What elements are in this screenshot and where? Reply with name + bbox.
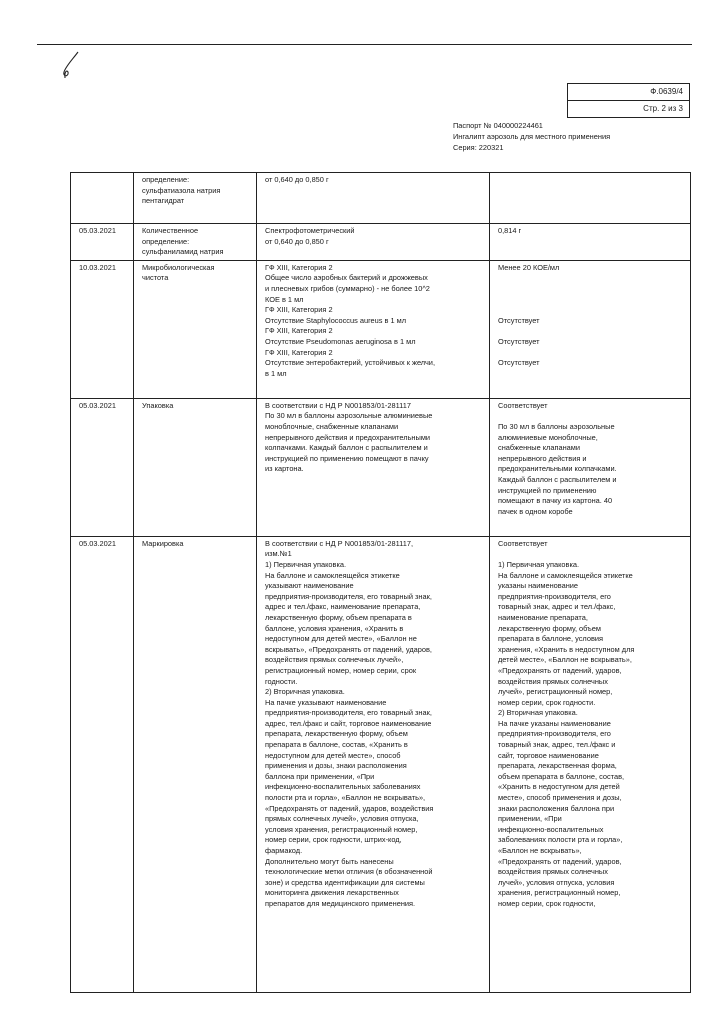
cell-text-line: Отсутствует [498,315,540,325]
cell-text-line: сульфатиазола натрия [142,185,221,195]
cell-text-line [498,295,686,306]
cell-text-line: ГФ XIII, Категория 2 [265,326,333,336]
cell-text-line: алюминиевые моноблочные, [498,432,598,442]
cell-text-line [498,305,686,316]
cell-text-line: предприятия-производителя, его товарный знак, [265,591,432,601]
cell-text-line: баллоне, условия хранения, «Хранить в [265,623,404,633]
cell-text-line: снабженные клапанами [498,443,580,453]
cell-text: 05.03.2021 [79,226,116,235]
table-row [71,224,691,261]
cell-text-line: объем препарата в баллоне, состав, [498,771,625,781]
cell-text-line: Каждый баллон с распылителем и [498,474,617,484]
cell-text-line: чистота [142,273,169,283]
cell-text-line: 2) Вторичная упаковка. [498,708,578,718]
cell-text-line: пачек в одном коробе [498,506,573,516]
cell-text-line: номер серии, срок годности, штрих-код, [265,835,402,845]
cell-text-line: лекарственную форму, объем препарата в [265,612,412,622]
cell-text-line: технологические метки отличия (в обозначенной [265,867,433,877]
cell-text-line [498,273,686,284]
cell-text-line: детей месте», «Баллон не вскрывать», [498,655,632,665]
cell-text-line: Отсутствие энтеробактерий, устойчивых к желчи, [265,358,435,368]
cell-test [134,260,257,398]
cell-text-line: Общее число аэробных бактерий и дрожжевых [265,273,428,283]
cell-text-line: номер серии, срок годности. [498,697,596,707]
cell-text-line: Отсутствие Staphylococcus aureus в 1 мл [265,315,407,325]
table-row [71,536,691,992]
cell-text-line: предприятия-производителя, его товарный знак, [265,708,432,718]
cell-text-line: и плесневых грибов (суммарно) - не более 10^2 [265,283,430,293]
cell-requirement [257,398,490,536]
cell-text-line: недоступном для детей месте», «Баллон не [265,634,417,644]
cell-text: 05.03.2021 [79,400,116,410]
cell-text-line: применения и дозы, знаки расположения [265,761,407,771]
table-row [71,260,691,398]
cell-text-line: определение: [142,175,190,184]
cell-text-line: адрес и тел./факс, наименование препарата, [265,602,421,612]
analysis-table [70,172,691,993]
cell-text-line: Дополнительно могут быть нанесены [265,856,394,866]
cell-text-line: полости рта и горла», «Баллон не вскрывать», [265,793,426,803]
cell-text-line: хранения, регистрационный номер, [498,888,621,898]
cell-text-line: лучей», регистрационный номер, [498,687,613,697]
cell-text-line: условия хранения, регистрационный номер, [265,824,418,834]
cell-text-line: инфекционно-воспалительных [498,824,604,834]
product-name: Ингалипт аэрозоль для местного применения [453,132,611,141]
cell-result [490,173,691,224]
cell-text-line: номер серии, срок годности, [498,898,596,908]
cell-text-line: недоступном для детей месте», способ [265,750,401,760]
cell-requirement [257,224,490,261]
cell-text-line: Микробиологическая [142,262,215,272]
cell-text-line: изм.№1 [265,549,292,559]
series-number: Серия: 220321 [453,143,504,152]
cell-text-line: 0,814 г [498,226,522,235]
cell-text-line: Соответствует [498,400,548,410]
cell-text-line: По 30 мл в баллоны аэрозольные алюминиевые [265,411,433,421]
cell-text-line: Отсутствие Pseudomonas aeruginosa в 1 мл [265,336,416,346]
cell-text-line: колпачками. Каждый баллон с распылителем и [265,443,428,453]
cell-requirement [257,536,490,992]
cell-text-line: инструкцией по применению [498,485,597,495]
cell-text-line: помещают в пачку из картона. 40 [498,496,613,506]
cell-text-line: В соответствии с НД Р N001853/01-281117 [265,400,411,410]
cell-text-line: моноблочные, снабженные клапанами [265,421,399,431]
cell-text-line: Менее 20 КОЕ/мл [498,262,560,272]
page-top-rule [37,44,692,45]
table-row [71,173,691,224]
cell-text-line: от 0,640 до 0,850 г [265,236,329,246]
cell-text-line: воздействия прямых солнечных лучей», [265,655,404,665]
cell-text-line: указывают наименование [265,581,354,591]
cell-text-line: адрес, тел./факс и сайт, торговое наименование [265,718,432,728]
cell-text-line: Маркировка [142,538,184,548]
cell-text-line [498,549,686,560]
cell-text: 10.03.2021 [79,262,116,272]
cell-text-line: препарата, лекарственная форма, [498,761,617,771]
cell-text-line: определение: [142,236,190,246]
cell-text [79,175,129,186]
cell-text-line: «Предохранять от падений, ударов, [498,856,622,866]
cell-text-line: хранения, «Хранить в недоступном для [498,644,635,654]
cell-text-line: 1) Первичная упаковка. [498,559,580,569]
cell-test [134,536,257,992]
cell-text-line [498,326,686,337]
cell-text-line: фармакод. [265,846,303,855]
cell-text-line: 1) Первичная упаковка. [265,559,347,569]
cell-text-line: На баллоне и самоклеящейся этикетке [498,570,633,580]
table-row [71,398,691,536]
cell-text-line: предохранительными колпачками. [498,464,617,474]
cell-text-line: наименование препарата, [498,612,588,622]
cell-result [490,536,691,992]
cell-text-line [498,411,686,422]
cell-text-line: КОЕ в 1 мл [265,294,304,304]
cell-text-line: В соответствии с НД Р N001853/01-281117, [265,538,414,548]
cell-text-line: от 0,640 до 0,850 г [265,175,329,184]
cell-text-line: Упаковка [142,400,174,410]
cell-text-line: прямых солнечных лучей», условия отпуска, [265,814,419,824]
cell-text-line: предприятия-производителя, его [498,729,611,739]
cell-text-line: По 30 мл в баллоны аэрозольные [498,421,615,431]
cell-result [490,398,691,536]
cell-text-line: ГФ XIII, Категория 2 [265,262,333,272]
form-code: Ф.0639/4 [650,87,683,96]
cell-text-line: лекарственную форму, объем [498,623,601,633]
page-number: Стр. 2 из 3 [568,100,689,117]
form-code-box [567,83,690,118]
cell-text-line: применении, «При [498,814,562,824]
cell-text-line: Количественное [142,226,199,235]
cell-text-line: воздействия прямых солнечных [498,676,608,686]
cell-requirement [257,260,490,398]
cell-text-line: Соответствует [498,538,548,548]
cell-test [134,173,257,224]
passport-header [453,120,610,153]
cell-date [71,536,134,992]
cell-date [71,398,134,536]
cell-text-line: препаратов для медицинского применения. [265,898,416,908]
cell-date [71,260,134,398]
cell-text-line: препарата, лекарственную форму, объем [265,729,408,739]
cell-text-line: воздействия прямых солнечных [498,867,608,877]
cell-text-line: препарата в баллоне, состав, «Хранить в [265,740,408,750]
cell-text-line: товарный знак, адрес и тел./факс, [498,602,616,612]
cell-text-line: зоне) и средства идентификации для системы [265,877,425,887]
cell-text-line: «Хранить в недоступном для детей [498,782,620,792]
cell-result [490,224,691,261]
cell-text-line: сульфаниламид натрия [142,247,224,257]
cell-text-line: ГФ XIII, Категория 2 [265,347,333,357]
cell-text-line: регистрационный номер, номер серии, срок [265,665,417,675]
cell-text-line: лучей», условия отпуска, условия [498,877,615,887]
cell-date [71,173,134,224]
cell-text-line: На пачке указаны наименование [498,718,611,728]
cell-text-line: непрерывного действия и [498,453,587,463]
cell-text-line: заболеваниях полости рта и горла», [498,835,623,845]
cell-text: 05.03.2021 [79,538,116,548]
cell-text-line: «Предохранять от падений, ударов, воздействия [265,803,434,813]
cell-text-line: пентагидрат [142,196,185,206]
cell-text-line: Отсутствует [498,358,540,368]
cell-test [134,224,257,261]
cell-text-line: препарата в баллоне, условия [498,634,603,644]
cell-text-line: На баллоне и самоклеящейся этикетке [265,570,400,580]
cell-text-line: указаны наименование [498,581,579,591]
cell-date [71,224,134,261]
cell-test [134,398,257,536]
cell-text-line: инструкцией по применению помещают в пачку [265,453,429,463]
cell-text-line [498,348,686,359]
cell-text-line: сайт, торговое наименование [498,750,599,760]
cell-text-line: в 1 мл [265,368,287,378]
passport-number: Паспорт № 040000224461 [453,121,543,130]
cell-text-line: мониторинга движения лекарственных [265,888,399,898]
cell-text-line: 2) Вторичная упаковка. [265,687,345,697]
handwritten-mark-icon [58,50,84,86]
cell-text-line: товарный знак, адрес, тел./факс и [498,740,616,750]
cell-text-line: «Баллон не вскрывать», [498,846,582,855]
cell-text-line: «Предохранять от падений, ударов, [498,665,622,675]
cell-text-line: годности. [265,676,298,686]
cell-text-line: Спектрофотометрический [265,226,355,235]
cell-text-line: инфекционно-воспалительных заболеваниях [265,782,421,792]
cell-text-line [498,284,686,295]
cell-text-line: баллона при применении, «При [265,771,375,781]
cell-text-line: из картона. [265,464,304,474]
cell-text-line: ГФ XIII, Категория 2 [265,305,333,315]
cell-text-line: месте», способ применения и дозы, [498,793,622,803]
cell-result [490,260,691,398]
cell-text-line: знаки расположения баллона при [498,803,615,813]
cell-text-line: непрерывного действия и предохранительными [265,432,431,442]
cell-text-line: На пачке указывают наименование [265,697,387,707]
cell-text-line: вскрывать», «Предохранять от падений, ударов, [265,644,432,654]
cell-text-line: Отсутствует [498,336,540,346]
cell-text-line: предприятия-производителя, его [498,591,611,601]
cell-requirement [257,173,490,224]
